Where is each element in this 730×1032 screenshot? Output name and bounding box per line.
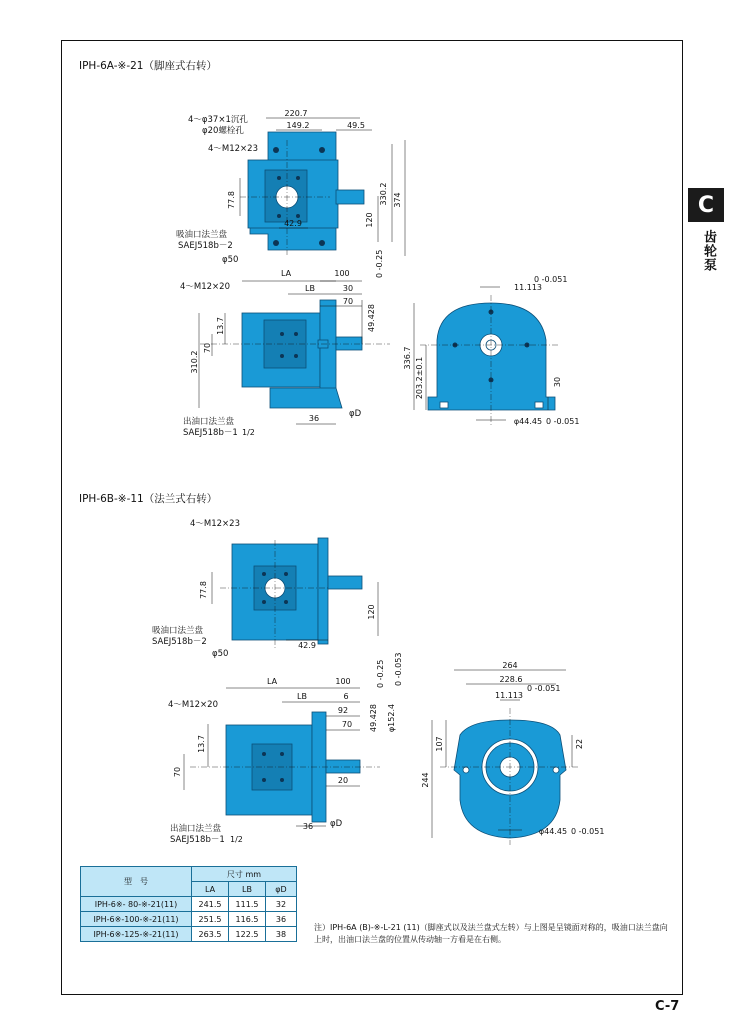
a-top-callout-flange-standard: SAEJ518b－2: [178, 241, 233, 251]
table-cell-d: 36: [266, 912, 297, 927]
b-side-dim-la: LA: [266, 677, 278, 686]
a-top-view-drawing: [240, 132, 364, 255]
b-top-view-drawing: [220, 538, 362, 650]
a-top-dim-overall-length: 374: [393, 192, 402, 208]
page-number: C-7: [655, 999, 680, 1014]
table-row: [81, 897, 297, 912]
a-side-dim-shaft-dia: 49.428: [367, 304, 376, 332]
b-end-dim-width: 264: [502, 661, 518, 670]
b-side-dim-pilot-tol: 0 -0.053: [394, 652, 403, 686]
a-end-dim-shaft-dia: φ44.45: [513, 417, 543, 426]
table-row: [81, 927, 297, 942]
table-cell-lb: 122.5: [229, 927, 266, 942]
a-side-callout-pressure-flange: 出油口法兰盘: [183, 417, 235, 427]
a-top-dim-flange-height: 77.8: [227, 191, 236, 209]
a-side-dim-13-7: 13.7: [216, 317, 225, 335]
section-tab-letter: C: [688, 188, 724, 222]
b-side-dim-100: 100: [335, 677, 351, 686]
a-side-callout-shaft-dia: φD: [349, 409, 362, 419]
table-cell-model: IPH-6※- 80-※-21(11): [81, 897, 192, 912]
a-side-callout-thread: 4～M12×20: [180, 282, 230, 292]
a-top-callout-bolt-hole: φ20螺栓孔: [202, 126, 244, 136]
footnote: 注）IPH-6A (B)-※-L-21 (11)（脚座式以及法兰盘式左转）与上图是呈镜面对称的，吸油口法兰盘向上时，出油口法兰盘的位置从传动轴一方看是在右侧。: [314, 923, 668, 944]
b-top-dim-flange-height: 77.8: [199, 581, 208, 599]
b-end-dim-shaft-dia: φ44.45: [538, 827, 568, 836]
b-side-dim-13-7: 13.7: [197, 735, 206, 753]
table-cell-model: IPH-6※-125-※-21(11): [81, 927, 192, 942]
a-end-dim-key-tol: 0 -0.051: [534, 275, 568, 284]
a-side-callout-flange-standard: SAEJ518b－1: [183, 428, 238, 438]
b-side-dim-lb: LB: [297, 692, 307, 701]
a-side-dim-310-2: 310.2: [190, 350, 199, 374]
table-cell-lb: 111.5: [229, 897, 266, 912]
b-side-dim-20: 20: [337, 776, 349, 785]
b-side-callout-shaft-dia: φD: [330, 819, 343, 829]
b-side-dim-pilot-dia: φ152.4: [387, 703, 396, 733]
a-side-dim-70-vertical: 70: [203, 342, 212, 354]
a-side-dim-shaft-tol: 0 -0.25: [375, 249, 384, 278]
a-side-view-drawing: [200, 300, 390, 408]
section-b-title: IPH-6B-※-11（法兰式右转）: [79, 493, 218, 505]
b-side-callout-thread: 4～M12×20: [168, 700, 218, 710]
a-top-callout-counterbore: 4～φ37×1沉孔: [188, 115, 248, 125]
b-end-dim-107: 107: [435, 736, 444, 752]
a-side-dim-30: 30: [342, 284, 354, 293]
b-side-dim-70-vertical: 70: [173, 766, 182, 778]
b-end-dim-height: 244: [421, 772, 430, 788]
a-top-dim-shaft-offset: 49.5: [347, 121, 365, 130]
a-side-dim-lb: LB: [305, 284, 315, 293]
b-side-dim-36: 36: [302, 822, 314, 831]
b-end-dim-key-width: 11.113: [495, 691, 523, 700]
a-top-dim-bolt-spacing: 149.2: [286, 121, 310, 130]
table-cell-la: 263.5: [192, 927, 229, 942]
table-row: [81, 912, 297, 927]
a-side-dim-36: 36: [308, 414, 320, 423]
a-end-dim-height: 336.7: [403, 346, 412, 370]
section-tab-label: 齿轮泵: [701, 230, 716, 272]
b-top-dim-flange-width: 42.9: [298, 641, 316, 650]
a-end-view-drawing: [420, 295, 560, 425]
b-side-callout-flange-fraction: 1/2: [230, 835, 243, 844]
b-end-dim-22: 22: [575, 738, 584, 750]
table-cell-d: 38: [266, 927, 297, 942]
table-size-header: 尺寸 mm: [192, 867, 297, 882]
a-top-dim-flange-width: 42.9: [284, 219, 302, 228]
b-top-callout-port-diameter: φ50: [212, 649, 229, 659]
a-top-dim-shaft-height: 120: [365, 212, 374, 228]
table-cell-d: 32: [266, 897, 297, 912]
a-top-dim-inner-length: 330.2: [379, 182, 388, 206]
b-top-callout-suction-flange: 吸油口法兰盘: [152, 626, 204, 636]
a-end-dim-center-height: 203.2±0.1: [415, 356, 424, 400]
a-end-dim-key-width: 11.113: [514, 283, 542, 292]
a-top-callout-suction-flange: 吸油口法兰盘: [176, 230, 228, 240]
b-side-dim-6: 6: [343, 692, 349, 701]
table-model-header: 型 号: [81, 867, 192, 897]
b-top-callout-flange-standard: SAEJ518b－2: [152, 637, 207, 647]
b-side-dim-92: 92: [337, 706, 349, 715]
table-col-lb: LB: [229, 882, 266, 897]
table-col-la: LA: [192, 882, 229, 897]
b-end-dim-key-tol: 0 -0.051: [527, 684, 561, 693]
a-end-dim-shaft-tol: 0 -0.051: [546, 417, 580, 426]
table-cell-la: 241.5: [192, 897, 229, 912]
b-side-callout-flange-standard: SAEJ518b－1: [170, 835, 225, 845]
b-side-dim-shaft-dia: 49.428: [369, 704, 378, 732]
section-a-title: IPH-6A-※-21（脚座式右转）: [79, 60, 217, 72]
table-cell-la: 251.5: [192, 912, 229, 927]
b-end-dim-shaft-tol: 0 -0.051: [571, 827, 605, 836]
dimension-table: [80, 866, 297, 942]
a-side-dim-la: LA: [280, 269, 292, 278]
a-side-dim-70: 70: [342, 297, 354, 306]
a-top-callout-port-diameter: φ50: [222, 255, 239, 265]
table-col-d: φD: [266, 882, 297, 897]
b-side-dim-70: 70: [341, 720, 353, 729]
a-end-dim-30: 30: [553, 376, 562, 388]
b-top-callout-thread: 4～M12×23: [190, 519, 240, 529]
table-cell-lb: 116.5: [229, 912, 266, 927]
b-end-view-drawing: [440, 708, 580, 845]
a-side-callout-flange-fraction: 1/2: [242, 428, 255, 437]
table-cell-model: IPH-6※-100-※-21(11): [81, 912, 192, 927]
b-top-dim-shaft-height: 120: [367, 604, 376, 620]
a-side-dim-100: 100: [334, 269, 350, 278]
a-top-dim-width: 220.7: [284, 109, 308, 118]
b-side-callout-pressure-flange: 出油口法兰盘: [170, 824, 222, 834]
a-top-callout-thread: 4～M12×23: [208, 144, 258, 154]
b-end-dim-bolt-circle: 228.6: [499, 675, 523, 684]
b-side-dim-shaft-tol: 0 -0.25: [376, 659, 385, 688]
